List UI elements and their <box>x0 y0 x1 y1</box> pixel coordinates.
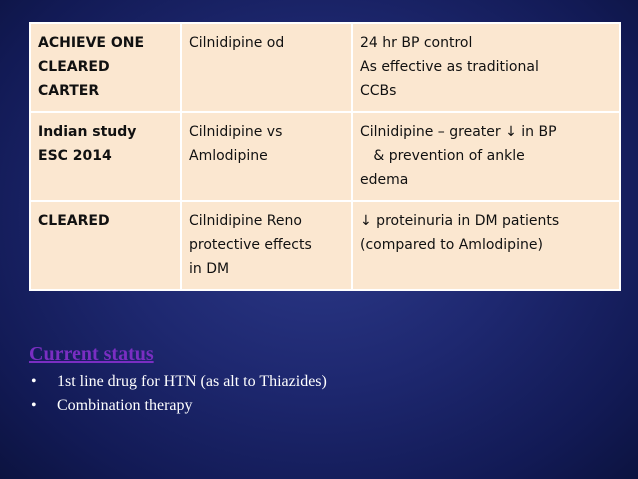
table-row <box>30 23 620 112</box>
cell-text: (compared to Amlodipine) <box>360 237 543 253</box>
list-item <box>29 394 619 418</box>
table-row <box>30 201 620 290</box>
bullet-icon: • <box>31 397 37 414</box>
finding-cell <box>352 201 620 290</box>
section-heading: Current status <box>29 343 154 365</box>
list-item <box>29 370 619 394</box>
drug-cell <box>181 201 352 290</box>
cell-text: Indian study <box>38 124 137 140</box>
cell-text: edema <box>360 172 409 188</box>
cell-text: ESC 2014 <box>38 148 112 164</box>
study-cell <box>30 23 181 112</box>
bullet-list <box>29 370 619 418</box>
cell-text: CARTER <box>38 83 100 99</box>
study-cell <box>30 201 181 290</box>
cell-text: ACHIEVE ONE <box>38 35 145 51</box>
bullet-text: 1st line drug for HTN (as alt to Thiazides) <box>57 373 327 390</box>
cell-text: 24 hr BP control <box>360 35 473 51</box>
cell-text: As effective as traditional <box>360 59 539 75</box>
cell-text: Cilnidipine od <box>189 35 285 51</box>
cell-text: Amlodipine <box>189 148 268 164</box>
table-row <box>30 112 620 201</box>
bullet-icon: • <box>31 373 37 390</box>
current-status-section <box>29 340 619 418</box>
cell-text: Cilnidipine – greater ↓ in BP <box>360 124 557 140</box>
finding-cell <box>352 112 620 201</box>
cell-text: CLEARED <box>38 213 110 229</box>
cell-text: Cilnidipine vs <box>189 124 283 140</box>
cell-text: in DM <box>189 261 230 277</box>
cell-text: Cilnidipine Reno <box>189 213 302 229</box>
finding-cell <box>352 23 620 112</box>
cell-text: protective effects <box>189 237 312 253</box>
cell-text: ↓ proteinuria in DM patients <box>360 213 560 229</box>
study-cell <box>30 112 181 201</box>
drug-cell <box>181 112 352 201</box>
cell-text: CCBs <box>360 83 397 99</box>
cell-text: CLEARED <box>38 59 110 75</box>
drug-cell <box>181 23 352 112</box>
bullet-text: Combination therapy <box>57 397 193 414</box>
study-comparison-table <box>29 22 621 291</box>
cell-text: & prevention of ankle <box>360 148 525 164</box>
